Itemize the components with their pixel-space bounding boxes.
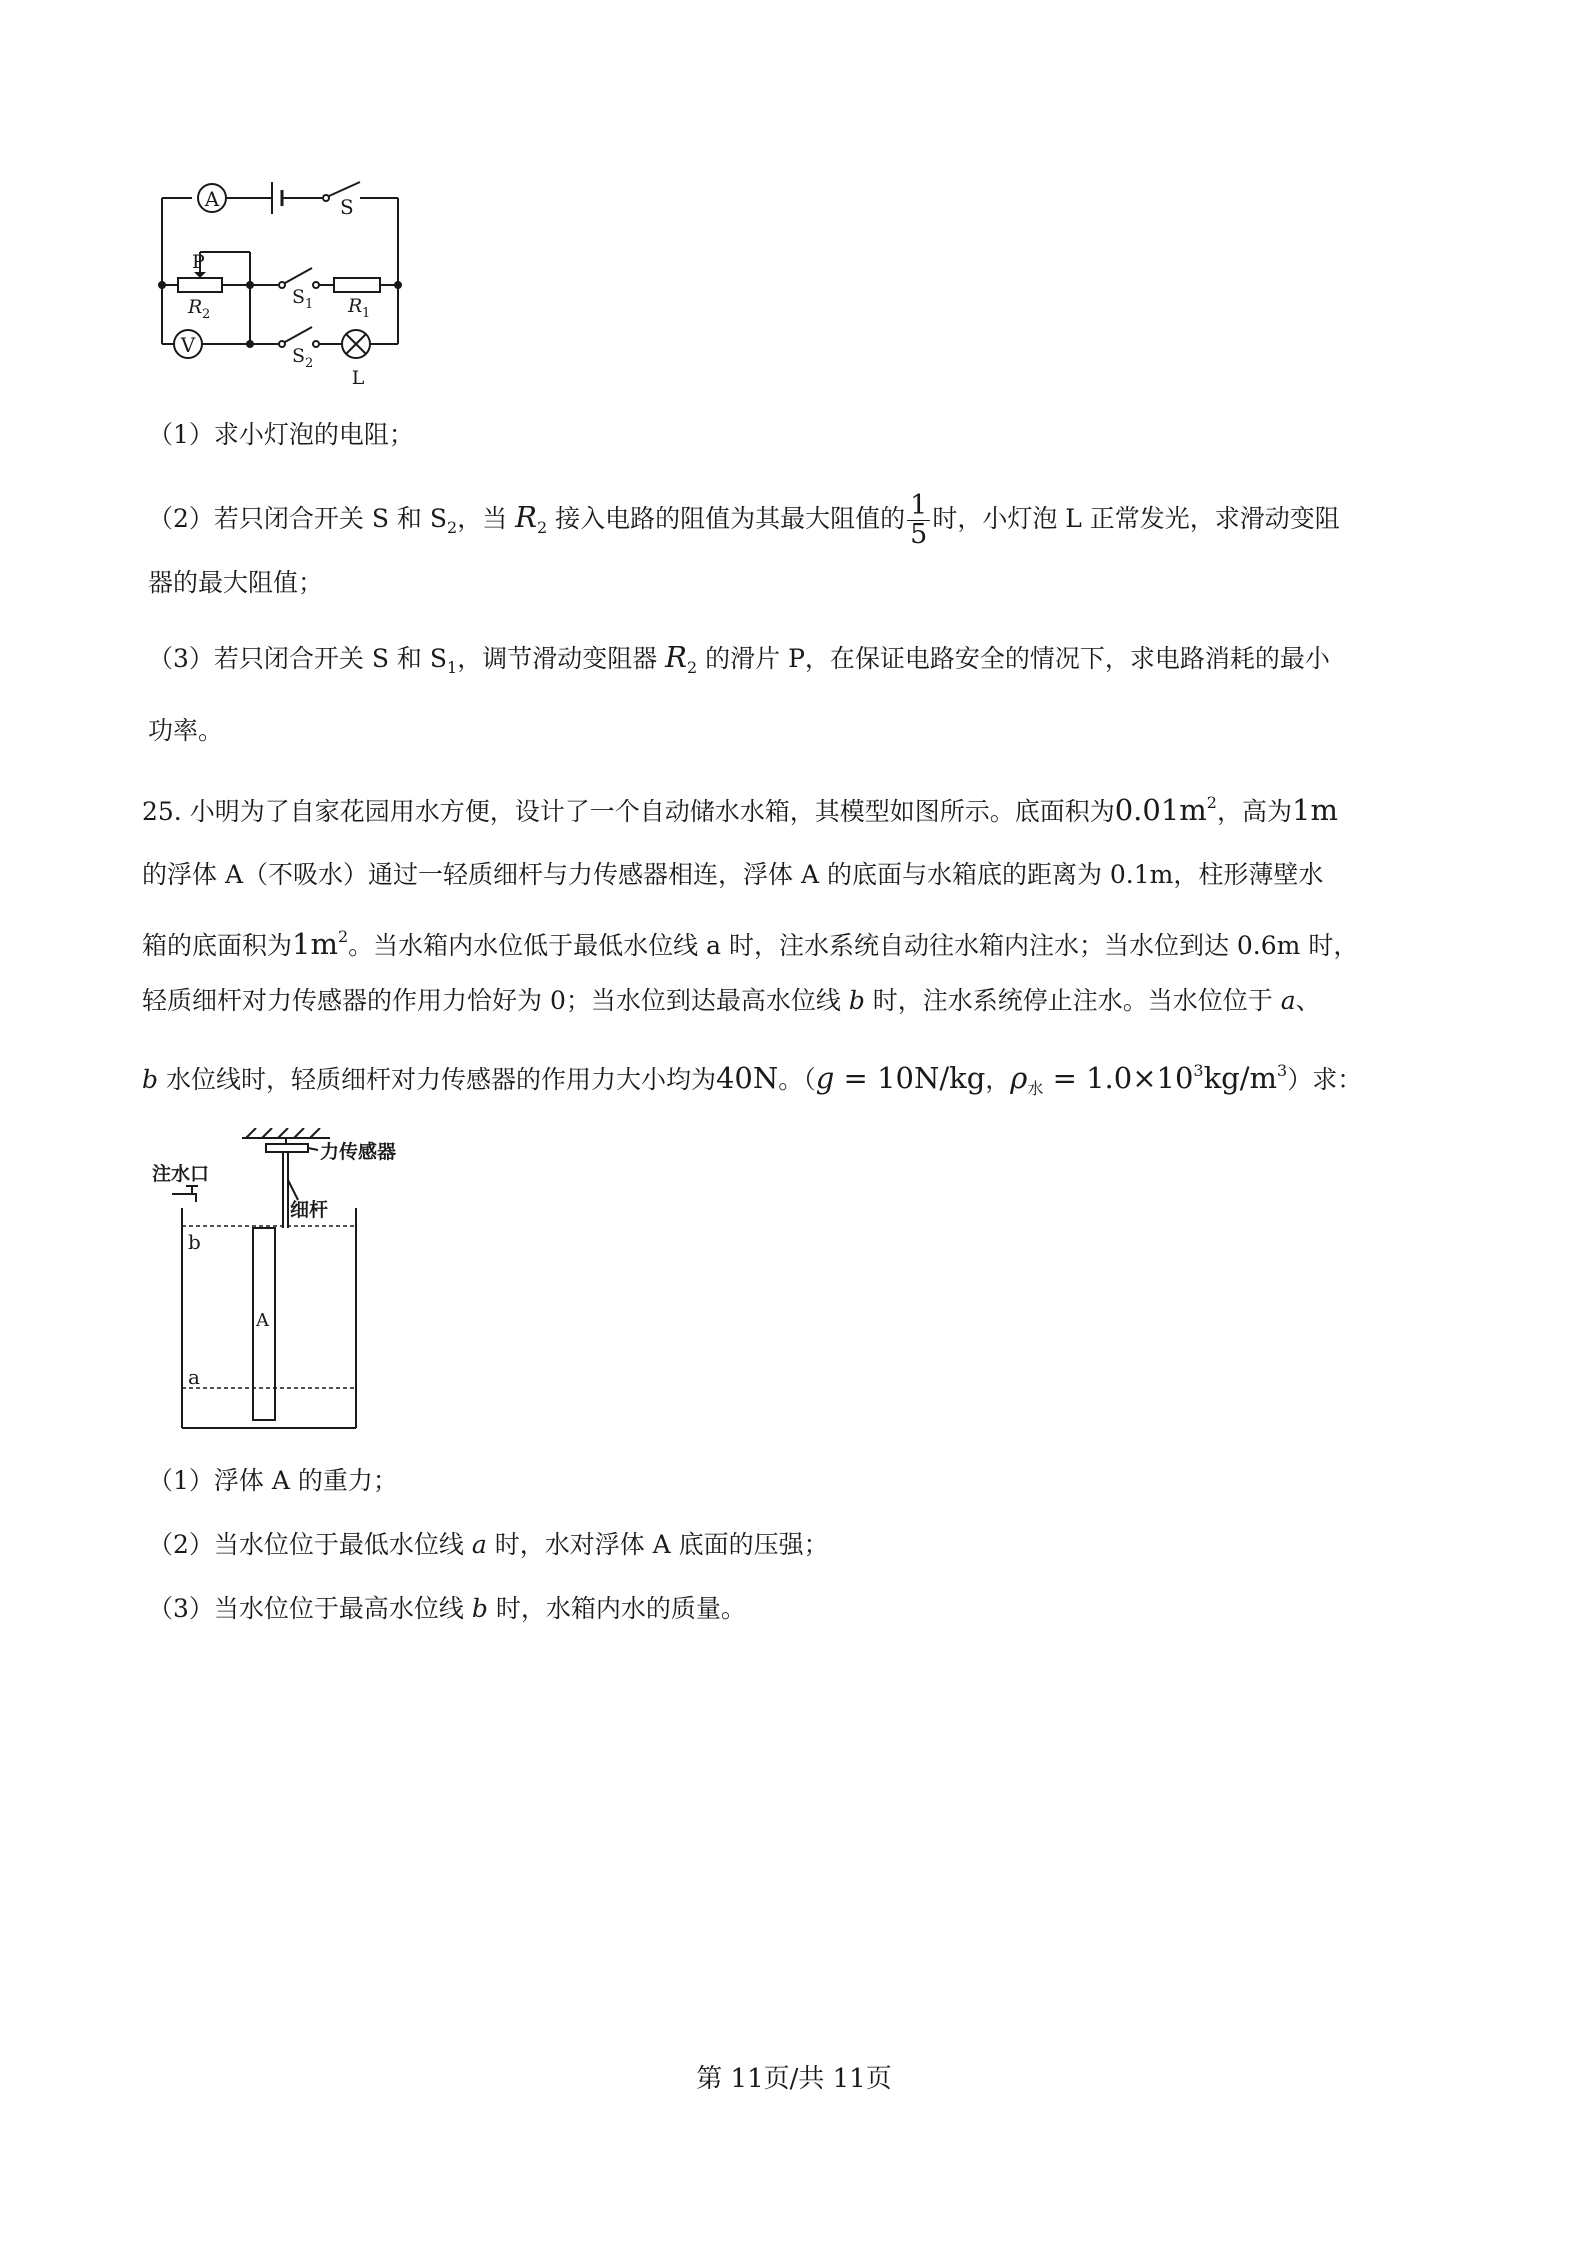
q25-line5: b 水位线时，轻质细杆对力传感器的作用力大小均为40N。（g = 10N/kg，$\rho_水 = 1.0\times 10^3kg/m^3$）求： (142, 1061, 1363, 1098)
switch-s2-contact (279, 341, 285, 347)
lamp-label: L (351, 367, 365, 389)
switch-s2-label: S (292, 345, 306, 367)
q25-part3: （3）当水位位于最高水位线 b 时，水箱内水的质量。 (148, 1594, 746, 1623)
q24-part2-line2: 器的最大阻值； (148, 568, 324, 597)
level-a-label: a (188, 1365, 200, 1389)
force-sensor-symbol (266, 1144, 308, 1152)
q25-part1: （1）浮体 A 的重力； (148, 1466, 398, 1495)
q25-line4: 轻质细杆对力传感器的作用力恰好为 0；当水位到达最高水位线 b 时，注水系统停止注水。当水位位于 a、 (142, 986, 1321, 1015)
resistor-label: R (348, 295, 363, 317)
sensor-label: 力传感器 (320, 1141, 397, 1163)
q24-part3-line2: 功率。 (148, 716, 224, 745)
q24-part3-line1: （3）若只闭合开关 S 和 $S_1$，调节滑动变阻器 $R_2$ 的滑片 P，在保证电路安全的情况下，求电路消耗的最小 (148, 640, 1330, 677)
resistor-label-sub: 1 (362, 306, 371, 321)
circuit-diagram (150, 168, 410, 390)
rheostat-symbol (178, 278, 222, 292)
switch-s2-blade (285, 327, 312, 342)
slider-p-label: P (192, 251, 205, 273)
q24-part2-line1: （2）若只闭合开关 S 和 $S_2$，当 $R_2$ 接入电路的阻值为其最大阻值的 $\frac{1}{5}$ 时，小灯泡 L 正常发光，求滑动变阻 (148, 490, 1340, 550)
switch-s-blade (329, 182, 360, 196)
page-footer: 第 11页/共 11页 (696, 2064, 892, 2094)
rheostat-label: R (188, 296, 203, 318)
switch-s-label: S (340, 195, 354, 219)
switch-s-contact (323, 195, 329, 201)
rod-label: 细杆 (290, 1199, 329, 1221)
water-tank-diagram (150, 1128, 420, 1446)
inlet-label: 注水口 (152, 1163, 210, 1185)
q25-part2: （2）当水位位于最低水位线 a 时，水对浮体 A 底面的压强； (148, 1530, 829, 1559)
q25-line3: 箱的底面积为$1m^2$。当水箱内水位低于最低水位线 a 时，注水系统自动往水箱内注水；当水位到达 0.6m 时， (142, 927, 1359, 961)
q25-line1: 25. 小明为了自家花园用水方便，设计了一个自动储水水箱，其模型如图所示。底面积为$0.01m^2$，高为1m (142, 793, 1338, 827)
float-a-label: A (256, 1310, 269, 1331)
q24-part1: （1）求小灯泡的电阻； (148, 420, 414, 449)
switch-s1-contact (279, 282, 285, 288)
voltmeter-label: V (180, 333, 196, 357)
q25-line2: 的浮体 A（不吸水）通过一轻质细杆与力传感器相连，浮体 A 的底面与水箱底的距离为 0.1m，柱形薄壁水 (142, 860, 1324, 889)
faucet-icon (180, 1194, 196, 1202)
switch-s1-blade (285, 268, 312, 283)
switch-s1-label-sub: 1 (305, 297, 314, 312)
ammeter-label: A (204, 187, 220, 211)
switch-s1-label: S (292, 286, 306, 308)
switch-s2-label-sub: 2 (305, 356, 314, 371)
resistor-symbol (334, 278, 380, 292)
level-b-label: b (188, 1230, 201, 1254)
fraction-one-fifth: $\frac{1}{5}$ (907, 492, 930, 549)
rheostat-label-sub: 2 (202, 307, 211, 322)
